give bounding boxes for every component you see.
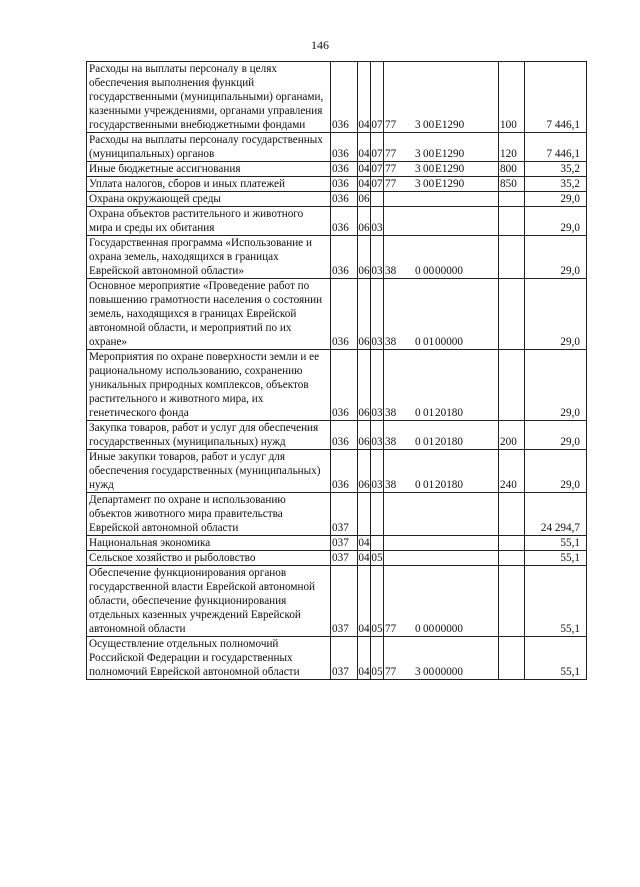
target-event-code: 01 <box>423 436 435 448</box>
ministry-code-cell: 036 <box>331 421 358 450</box>
target-article-cell <box>384 566 499 637</box>
ministry-code-cell: 036 <box>331 236 358 279</box>
ministry-code-cell: 037 <box>331 566 358 637</box>
row-name-cell: Уплата налогов, сборов и иных платежей <box>87 177 331 192</box>
row-name-cell: Сельское хозяйство и рыболовство <box>87 551 331 566</box>
row-name-cell: Иные закупки товаров, работ и услуг для обеспечения государственных (муниципальных) нужд <box>87 450 331 493</box>
amount-cell: 35,2 <box>525 177 587 192</box>
subsection-code-cell: 03 <box>371 450 384 493</box>
target-program-code: 38 <box>385 407 397 419</box>
target-direction-code: E1290 <box>435 119 465 131</box>
target-article-cell <box>384 133 499 162</box>
amount-cell: 55,1 <box>525 551 587 566</box>
row-name-cell: Охрана окружающей среды <box>87 192 331 207</box>
subsection-code-cell: 05 <box>371 566 384 637</box>
budget-table <box>86 61 587 680</box>
subsection-code-cell: 05 <box>371 552 383 564</box>
amount-cell: 29,0 <box>525 192 587 207</box>
expense-type-cell <box>499 536 525 551</box>
target-direction-code: E1290 <box>435 178 465 190</box>
section-code-cell: 04 <box>358 163 370 175</box>
ministry-code-cell: 037 <box>331 551 358 566</box>
amount-cell: 24 294,7 <box>525 493 587 536</box>
target-subprogram-code: 0 <box>415 407 421 419</box>
ministry-code-cell: 037 <box>331 493 358 536</box>
target-subprogram-code: 3 <box>415 148 421 160</box>
target-event-code: 00 <box>423 163 435 175</box>
expense-type-cell: 240 <box>499 450 525 493</box>
expense-type-cell <box>499 279 525 350</box>
target-subprogram-code: 3 <box>415 666 421 678</box>
table-row <box>87 637 587 680</box>
ministry-code-cell: 036 <box>331 162 358 177</box>
expense-type-cell <box>499 350 525 421</box>
ministry-code-cell: 036 <box>331 192 358 207</box>
target-program-code: 38 <box>385 436 397 448</box>
target-article-cell <box>384 177 499 192</box>
expense-type-cell: 200 <box>499 421 525 450</box>
subsection-code-cell: 03 <box>371 350 384 421</box>
subsection-code-cell: 07 <box>371 178 383 190</box>
table-row <box>87 421 587 450</box>
target-event-code: 00 <box>423 623 435 635</box>
ministry-code-cell: 036 <box>331 207 358 236</box>
target-subprogram-code: 0 <box>415 623 421 635</box>
target-direction-code: 00000 <box>435 265 463 277</box>
table-row <box>87 536 587 551</box>
section-code-cell <box>358 493 371 536</box>
amount-cell: 7 446,1 <box>525 62 587 133</box>
amount-cell: 7 446,1 <box>525 133 587 162</box>
target-article-cell <box>384 450 499 493</box>
target-direction-code: 00000 <box>435 623 463 635</box>
table-row <box>87 551 587 566</box>
section-code-cell: 04 <box>358 537 370 549</box>
target-program-code: 77 <box>385 666 397 678</box>
section-code-cell: 04 <box>358 178 370 190</box>
table-row <box>87 62 587 133</box>
target-article-cell <box>384 350 499 421</box>
subsection-code-cell: 03 <box>371 236 384 279</box>
amount-cell: 29,0 <box>525 421 587 450</box>
subsection-code-cell <box>371 493 384 536</box>
target-subprogram-code: 0 <box>415 265 421 277</box>
target-event-code: 01 <box>423 407 435 419</box>
ministry-code-cell: 037 <box>331 637 358 680</box>
expense-type-cell <box>499 192 525 207</box>
target-article-cell <box>384 162 499 177</box>
target-article-cell <box>384 536 499 551</box>
table-row <box>87 493 587 536</box>
amount-cell: 29,0 <box>525 279 587 350</box>
row-name-cell: Обеспечение функционирования органов государственной власти Еврейской автономной области, обеспечение функционирования отдельных казенных учреждений Еврейской автономной области <box>87 566 331 637</box>
target-program-code: 77 <box>385 148 397 160</box>
target-program-code: 38 <box>385 336 397 348</box>
subsection-code-cell <box>371 536 384 551</box>
target-direction-code: 20180 <box>435 407 463 419</box>
row-name-cell: Департамент по охране и использованию объектов животного мира правительства Еврейской автономной области <box>87 493 331 536</box>
target-program-code: 38 <box>385 479 397 491</box>
expense-type-cell: 100 <box>499 62 525 133</box>
row-name-cell: Иные бюджетные ассигнования <box>87 162 331 177</box>
target-article-cell <box>384 279 499 350</box>
table-row <box>87 207 587 236</box>
row-name-cell: Национальная экономика <box>87 536 331 551</box>
target-program-code: 77 <box>385 119 397 131</box>
expense-type-cell: 120 <box>499 133 525 162</box>
amount-cell: 29,0 <box>525 236 587 279</box>
table-row <box>87 192 587 207</box>
expense-type-cell <box>499 493 525 536</box>
target-direction-code: 00000 <box>435 336 463 348</box>
target-article-cell <box>384 551 499 566</box>
target-event-code: 01 <box>423 336 435 348</box>
page-number: 146 <box>311 38 329 52</box>
target-article-cell <box>384 236 499 279</box>
expense-type-cell <box>499 551 525 566</box>
expense-type-cell <box>499 637 525 680</box>
subsection-code-cell: 03 <box>371 207 384 236</box>
ministry-code-cell: 036 <box>331 279 358 350</box>
table-row <box>87 236 587 279</box>
target-event-code: 00 <box>423 178 435 190</box>
section-code-cell: 06 <box>358 207 371 236</box>
target-event-code: 00 <box>423 666 435 678</box>
target-event-code: 01 <box>423 479 435 491</box>
target-program-code: 77 <box>385 178 397 190</box>
expense-type-cell <box>499 236 525 279</box>
ministry-code-cell: 036 <box>331 177 358 192</box>
target-subprogram-code: 0 <box>415 436 421 448</box>
subsection-code-cell: 05 <box>371 637 384 680</box>
expense-type-cell <box>499 207 525 236</box>
target-event-code: 00 <box>423 148 435 160</box>
expense-type-cell <box>499 566 525 637</box>
target-article-cell <box>384 637 499 680</box>
target-article-cell <box>384 62 499 133</box>
table-row <box>87 279 587 350</box>
ministry-code-cell: 036 <box>331 62 358 133</box>
target-program-code: 77 <box>385 163 397 175</box>
row-name-cell: Расходы на выплаты персоналу в целях обеспечения выполнения функций государственными (муниципальными) органами, казенными учреждениями, органами управления государственными внебюджетными фондами <box>87 62 331 133</box>
amount-cell: 29,0 <box>525 350 587 421</box>
expense-type-cell: 850 <box>499 177 525 192</box>
row-name-cell: Государственная программа «Использование и охрана земель, находящихся в границах Еврейской автономной области» <box>87 236 331 279</box>
ministry-code-cell: 036 <box>331 133 358 162</box>
row-name-cell: Основное мероприятие «Проведение работ по повышению грамотности населения о состоянии земель, находящихся в границах Еврейской автономной области, и мероприятий по их охране» <box>87 279 331 350</box>
amount-cell: 35,2 <box>525 162 587 177</box>
target-subprogram-code: 3 <box>415 119 421 131</box>
target-program-code: 77 <box>385 623 397 635</box>
section-code-cell: 06 <box>358 421 371 450</box>
target-article-cell <box>384 192 499 207</box>
section-code-cell: 06 <box>358 279 371 350</box>
target-direction-code: 20180 <box>435 436 463 448</box>
expense-type-cell: 800 <box>499 162 525 177</box>
target-subprogram-code: 0 <box>415 336 421 348</box>
target-article-cell <box>384 207 499 236</box>
subsection-code-cell: 03 <box>371 421 384 450</box>
section-code-cell: 04 <box>358 62 371 133</box>
target-subprogram-code: 3 <box>415 178 421 190</box>
section-code-cell: 06 <box>358 350 371 421</box>
section-code-cell: 04 <box>358 133 371 162</box>
ministry-code-cell: 036 <box>331 350 358 421</box>
subsection-code-cell <box>371 192 384 207</box>
subsection-code-cell: 07 <box>371 163 383 175</box>
section-code-cell: 04 <box>358 552 370 564</box>
amount-cell: 29,0 <box>525 207 587 236</box>
table-row <box>87 350 587 421</box>
section-code-cell: 04 <box>358 566 371 637</box>
section-code-cell: 06 <box>358 193 370 205</box>
target-event-code: 00 <box>423 119 435 131</box>
section-code-cell: 06 <box>358 236 371 279</box>
amount-cell: 29,0 <box>525 450 587 493</box>
table-row <box>87 162 587 177</box>
target-program-code: 38 <box>385 265 397 277</box>
target-article-cell <box>384 421 499 450</box>
table-row <box>87 177 587 192</box>
target-subprogram-code: 3 <box>415 163 421 175</box>
row-name-cell: Охрана объектов растительного и животного мира и среды их обитания <box>87 207 331 236</box>
target-direction-code: E1290 <box>435 148 465 160</box>
ministry-code-cell: 037 <box>331 536 358 551</box>
row-name-cell: Расходы на выплаты персоналу государственных (муниципальных) органов <box>87 133 331 162</box>
target-direction-code: E1290 <box>435 163 465 175</box>
subsection-code-cell: 07 <box>371 62 384 133</box>
table-row <box>87 133 587 162</box>
table-row <box>87 450 587 493</box>
amount-cell: 55,1 <box>525 637 587 680</box>
target-subprogram-code: 0 <box>415 479 421 491</box>
section-code-cell: 04 <box>358 637 371 680</box>
target-direction-code: 00000 <box>435 666 463 678</box>
row-name-cell: Осуществление отдельных полномочий Российской Федерации и государственных полномочий Еврейской автономной области <box>87 637 331 680</box>
target-article-cell <box>384 493 499 536</box>
target-direction-code: 20180 <box>435 479 463 491</box>
section-code-cell: 06 <box>358 450 371 493</box>
table-row <box>87 566 587 637</box>
subsection-code-cell: 07 <box>371 133 384 162</box>
row-name-cell: Мероприятия по охране поверхности земли и ее рациональному использованию, сохранению уникальных природных комплексов, объектов растительного и животного мира, их генетического фонда <box>87 350 331 421</box>
subsection-code-cell: 03 <box>371 279 384 350</box>
row-name-cell: Закупка товаров, работ и услуг для обеспечения государственных (муниципальных) нужд <box>87 421 331 450</box>
ministry-code-cell: 036 <box>331 450 358 493</box>
target-event-code: 00 <box>423 265 435 277</box>
amount-cell: 55,1 <box>525 536 587 551</box>
amount-cell: 55,1 <box>525 566 587 637</box>
